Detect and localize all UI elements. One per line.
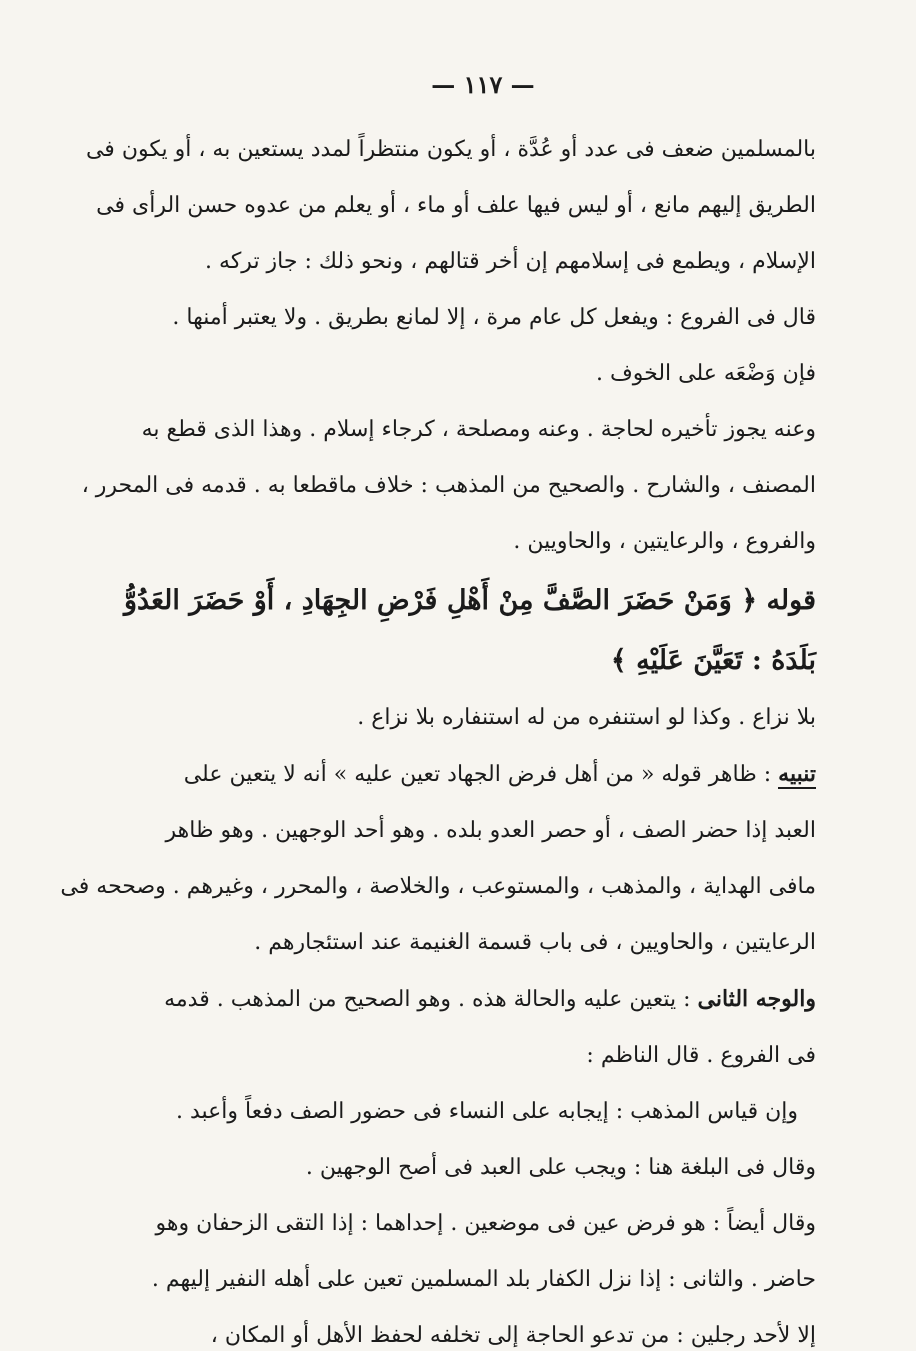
quoted-text-line bbox=[123, 583, 816, 619]
page-number: — ١١٧ — bbox=[431, 70, 535, 99]
text-line: بلا نزاع . وكذا لو استنفره من له استنفاره بلا نزاع . bbox=[357, 705, 816, 730]
text-line: الطريق إليهم مانع ، أو ليس فيها علف أو ماء ، أو يعلم من عدوه حسن الرأى فى bbox=[96, 193, 816, 218]
quote-text: ﴿ وَمَنْ حَضَرَ الصَّفَّ مِنْ أَهْلِ فَرْضِ الجِهَادِ ، أَوْ حَضَرَ العَدُوُّ bbox=[123, 585, 758, 616]
text-line: المصنف ، والشارح . والصحيح من المذهب : خلاف ماقطعا به . قدمه فى المحرر ، bbox=[81, 473, 816, 498]
verse-line: وإن قياس المذهب : إيجابه على النساء فى حضور الصف دفعاً وأعبد . bbox=[175, 1099, 798, 1124]
tanbih-text: : ظاهر قوله « من أهل فرض الجهاد تعين عليه » أنه لا يتعين على bbox=[183, 762, 772, 787]
text-line: فإن وَضْعَه على الخوف . bbox=[596, 361, 816, 386]
text-line: وقال أيضاً : هو فرض عين فى موضعين . إحداهما : إذا التقى الزحفان وهو bbox=[155, 1211, 816, 1236]
quote-lead: قوله bbox=[766, 585, 816, 616]
text-line: الرعايتين ، والحاويين ، فى باب قسمة الغنيمة عند استئجارهم . bbox=[254, 930, 816, 955]
text-line: العبد إذا حضر الصف ، أو حصر العدو بلده . وهو أحد الوجهين . وهو ظاهر bbox=[165, 818, 816, 843]
wajh-line bbox=[150, 984, 816, 1015]
text-line: الإسلام ، ويطمع فى إسلامهم إن أخر قتالهم ، ونحو ذلك : جاز تركه . bbox=[205, 249, 816, 274]
text-body bbox=[60, 135, 816, 1351]
text-line: حاضر . والثانى : إذا نزل الكفار بلد المسلمين تعين على أهله النفير إليهم . bbox=[151, 1267, 816, 1292]
wajh-label: والوجه الثانى bbox=[697, 986, 816, 1012]
quoted-text-line: بَلَدَهُ : تَعَيَّنَ عَلَيْهِ ﴾ bbox=[610, 645, 816, 676]
tanbih-label: تنبيه bbox=[778, 761, 816, 787]
tanbih-line bbox=[150, 759, 816, 790]
text-line: فى الفروع . قال الناظم : bbox=[586, 1043, 816, 1068]
text-line: والفروع ، والرعايتين ، والحاويين . bbox=[513, 529, 816, 554]
text-line: بالمسلمين ضعف فى عدد أو عُدَّة ، أو يكون منتظراً لمدد يستعين به ، أو يكون فى bbox=[85, 137, 816, 162]
text-line: مافى الهداية ، والمذهب ، والمستوعب ، والخلاصة ، والمحرر ، وغيرهم . وصححه فى bbox=[60, 874, 816, 899]
text-line: إلا لأحد رجلين : من تدعو الحاجة إلى تخلفه لحفظ الأهل أو المكان ، bbox=[210, 1323, 816, 1348]
text-line: قال فى الفروع : ويفعل كل عام مرة ، إلا لمانع بطريق . ولا يعتبر أمنها . bbox=[172, 305, 816, 330]
wajh-text: : يتعين عليه والحالة هذه . وهو الصحيح من المذهب . قدمه bbox=[164, 987, 691, 1012]
text-line: وقال فى البلغة هنا : ويجب على العبد فى أصح الوجهين . bbox=[305, 1155, 816, 1180]
text-line: وعنه يجوز تأخيره لحاجة . وعنه ومصلحة ، كرجاء إسلام . وهذا الذى قطع به bbox=[141, 417, 816, 442]
